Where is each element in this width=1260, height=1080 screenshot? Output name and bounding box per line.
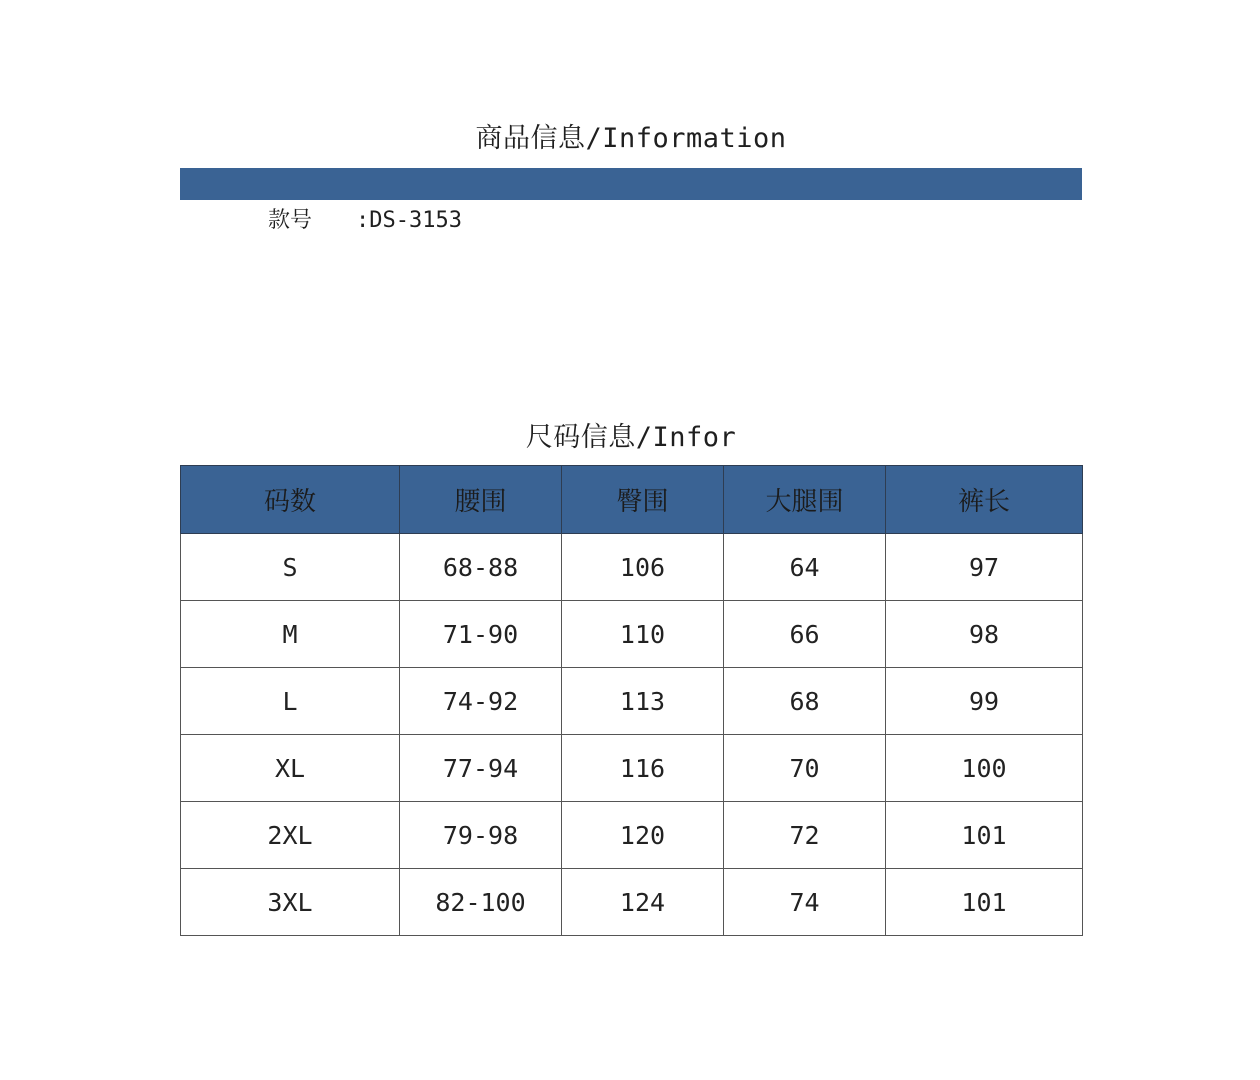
waist-cell: 79-98 bbox=[400, 802, 562, 869]
table-row bbox=[181, 802, 1083, 869]
hip-cell: 106 bbox=[562, 534, 724, 601]
style-number-label: 款号 bbox=[268, 208, 313, 233]
length-cell: 101 bbox=[886, 802, 1083, 869]
column-header-waist: 腰围 bbox=[400, 466, 562, 534]
waist-cell: 77-94 bbox=[400, 735, 562, 802]
column-header-length: 裤长 bbox=[886, 466, 1083, 534]
thigh-cell: 66 bbox=[724, 601, 886, 668]
hip-cell: 110 bbox=[562, 601, 724, 668]
hip-cell: 113 bbox=[562, 668, 724, 735]
size-cell: 3XL bbox=[181, 869, 400, 936]
thigh-cell: 68 bbox=[724, 668, 886, 735]
waist-cell: 68-88 bbox=[400, 534, 562, 601]
waist-cell: 82-100 bbox=[400, 869, 562, 936]
info-header-bar bbox=[180, 168, 1082, 200]
hip-cell: 120 bbox=[562, 802, 724, 869]
size-info-title: 尺码信息/Infor bbox=[525, 422, 737, 453]
table-row bbox=[181, 668, 1083, 735]
style-number-value: :DS-3153 bbox=[356, 208, 462, 233]
column-header-size: 码数 bbox=[181, 466, 400, 534]
thigh-cell: 72 bbox=[724, 802, 886, 869]
table-row bbox=[181, 735, 1083, 802]
column-header-thigh: 大腿围 bbox=[724, 466, 886, 534]
thigh-cell: 64 bbox=[724, 534, 886, 601]
waist-cell: 71-90 bbox=[400, 601, 562, 668]
size-cell: XL bbox=[181, 735, 400, 802]
size-chart-table bbox=[180, 465, 1083, 936]
table-row bbox=[181, 869, 1083, 936]
thigh-cell: 74 bbox=[724, 869, 886, 936]
product-info-title: 商品信息/Information bbox=[475, 123, 787, 154]
table-row bbox=[181, 534, 1083, 601]
size-cell: L bbox=[181, 668, 400, 735]
thigh-cell: 70 bbox=[724, 735, 886, 802]
table-row bbox=[181, 601, 1083, 668]
size-cell: M bbox=[181, 601, 400, 668]
size-table-header-row bbox=[181, 466, 1083, 534]
length-cell: 99 bbox=[886, 668, 1083, 735]
style-number-row bbox=[268, 203, 462, 234]
waist-cell: 74-92 bbox=[400, 668, 562, 735]
length-cell: 98 bbox=[886, 601, 1083, 668]
size-cell: 2XL bbox=[181, 802, 400, 869]
size-cell: S bbox=[181, 534, 400, 601]
length-cell: 97 bbox=[886, 534, 1083, 601]
length-cell: 100 bbox=[886, 735, 1083, 802]
column-header-hip: 臀围 bbox=[562, 466, 724, 534]
length-cell: 101 bbox=[886, 869, 1083, 936]
hip-cell: 124 bbox=[562, 869, 724, 936]
hip-cell: 116 bbox=[562, 735, 724, 802]
